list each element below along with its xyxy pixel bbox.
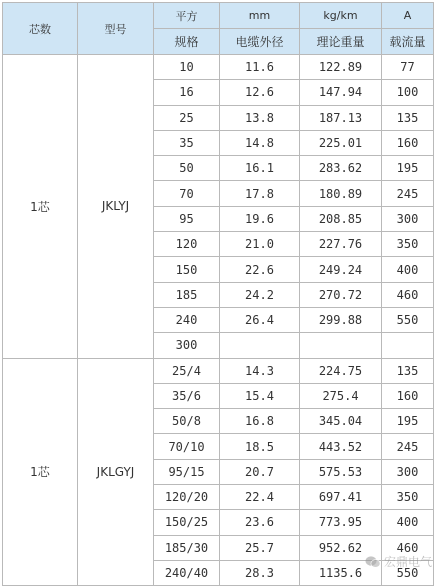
weight-cell: 345.04: [300, 409, 382, 434]
cable-spec-table: [2, 2, 434, 586]
diameter-cell: 14.3: [220, 358, 300, 383]
cores-cell: 1芯: [3, 55, 78, 359]
spec-cell: 300: [154, 333, 220, 358]
spec-cell: 10: [154, 55, 220, 80]
header-model: 型号: [78, 3, 154, 55]
spec-cell: 95/15: [154, 459, 220, 484]
weight-cell: 443.52: [300, 434, 382, 459]
header-diameter-unit: mm: [220, 3, 300, 29]
header-weight-unit: kg/km: [300, 3, 382, 29]
weight-cell: 773.95: [300, 510, 382, 535]
diameter-cell: 25.7: [220, 535, 300, 560]
diameter-cell: 19.6: [220, 206, 300, 231]
weight-cell: 575.53: [300, 459, 382, 484]
diameter-cell: 22.6: [220, 257, 300, 282]
diameter-cell: 11.6: [220, 55, 300, 80]
spec-cell: 16: [154, 80, 220, 105]
current-cell: 400: [382, 510, 434, 535]
spec-cell: 25/4: [154, 358, 220, 383]
weight-cell: 225.01: [300, 130, 382, 155]
weight-cell: 227.76: [300, 232, 382, 257]
spec-cell: 70: [154, 181, 220, 206]
spec-cell: 25: [154, 105, 220, 130]
cores-cell: 1芯: [3, 358, 78, 586]
current-cell: 245: [382, 434, 434, 459]
spec-cell: 240: [154, 307, 220, 332]
diameter-cell: 14.8: [220, 130, 300, 155]
diameter-cell: [220, 333, 300, 358]
current-cell: 300: [382, 459, 434, 484]
watermark: [365, 553, 432, 570]
current-cell: 350: [382, 485, 434, 510]
header-cores: 芯数: [3, 3, 78, 55]
current-cell: 100: [382, 80, 434, 105]
diameter-cell: 12.6: [220, 80, 300, 105]
table-row: [3, 55, 434, 80]
header-diameter: 电缆外径: [220, 29, 300, 55]
table-row: [3, 358, 434, 383]
table-body: [3, 55, 434, 586]
current-cell: 160: [382, 130, 434, 155]
current-cell: 550: [382, 307, 434, 332]
diameter-cell: 24.2: [220, 282, 300, 307]
diameter-cell: 22.4: [220, 485, 300, 510]
diameter-cell: 20.7: [220, 459, 300, 484]
diameter-cell: 21.0: [220, 232, 300, 257]
header-current-unit: A: [382, 3, 434, 29]
spec-cell: 70/10: [154, 434, 220, 459]
current-cell: 300: [382, 206, 434, 231]
diameter-cell: 18.5: [220, 434, 300, 459]
current-cell: 195: [382, 409, 434, 434]
spec-cell: 150: [154, 257, 220, 282]
weight-cell: 122.89: [300, 55, 382, 80]
spec-cell: 50/8: [154, 409, 220, 434]
diameter-cell: 16.1: [220, 156, 300, 181]
weight-cell: 275.4: [300, 383, 382, 408]
current-cell: 550: [382, 560, 434, 585]
diameter-cell: 28.3: [220, 560, 300, 585]
current-cell: 400: [382, 257, 434, 282]
spec-cell: 150/25: [154, 510, 220, 535]
current-cell: 135: [382, 105, 434, 130]
diameter-cell: 16.8: [220, 409, 300, 434]
spec-cell: 50: [154, 156, 220, 181]
current-cell: 195: [382, 156, 434, 181]
weight-cell: [300, 333, 382, 358]
spec-cell: 185/30: [154, 535, 220, 560]
weight-cell: 187.13: [300, 105, 382, 130]
spec-cell: 120/20: [154, 485, 220, 510]
diameter-cell: 13.8: [220, 105, 300, 130]
current-cell: 245: [382, 181, 434, 206]
weight-cell: 249.24: [300, 257, 382, 282]
diameter-cell: 17.8: [220, 181, 300, 206]
current-cell: 460: [382, 535, 434, 560]
weight-cell: 224.75: [300, 358, 382, 383]
spec-cell: 185: [154, 282, 220, 307]
watermark-text: 宏鼎电气: [383, 555, 432, 569]
spec-cell: 120: [154, 232, 220, 257]
header-weight: 理论重量: [300, 29, 382, 55]
spec-cell: 35: [154, 130, 220, 155]
spec-cell: 240/40: [154, 560, 220, 585]
weight-cell: 283.62: [300, 156, 382, 181]
weight-cell: 299.88: [300, 307, 382, 332]
spec-cell: 95: [154, 206, 220, 231]
diameter-cell: 15.4: [220, 383, 300, 408]
wechat-icon: [365, 555, 381, 569]
weight-cell: 1135.6: [300, 560, 382, 585]
model-cell: JKLYJ: [78, 55, 154, 359]
header-spec-top: 平方: [154, 3, 220, 29]
weight-cell: 697.41: [300, 485, 382, 510]
header-spec: 规格: [154, 29, 220, 55]
current-cell: 160: [382, 383, 434, 408]
current-cell: 460: [382, 282, 434, 307]
weight-cell: 208.85: [300, 206, 382, 231]
weight-cell: 180.89: [300, 181, 382, 206]
current-cell: 135: [382, 358, 434, 383]
weight-cell: 147.94: [300, 80, 382, 105]
spec-cell: 35/6: [154, 383, 220, 408]
model-cell: JKLGYJ: [78, 358, 154, 586]
header-current: 载流量: [382, 29, 434, 55]
current-cell: 77: [382, 55, 434, 80]
diameter-cell: 26.4: [220, 307, 300, 332]
weight-cell: 952.62: [300, 535, 382, 560]
weight-cell: 270.72: [300, 282, 382, 307]
diameter-cell: 23.6: [220, 510, 300, 535]
current-cell: 350: [382, 232, 434, 257]
current-cell: [382, 333, 434, 358]
